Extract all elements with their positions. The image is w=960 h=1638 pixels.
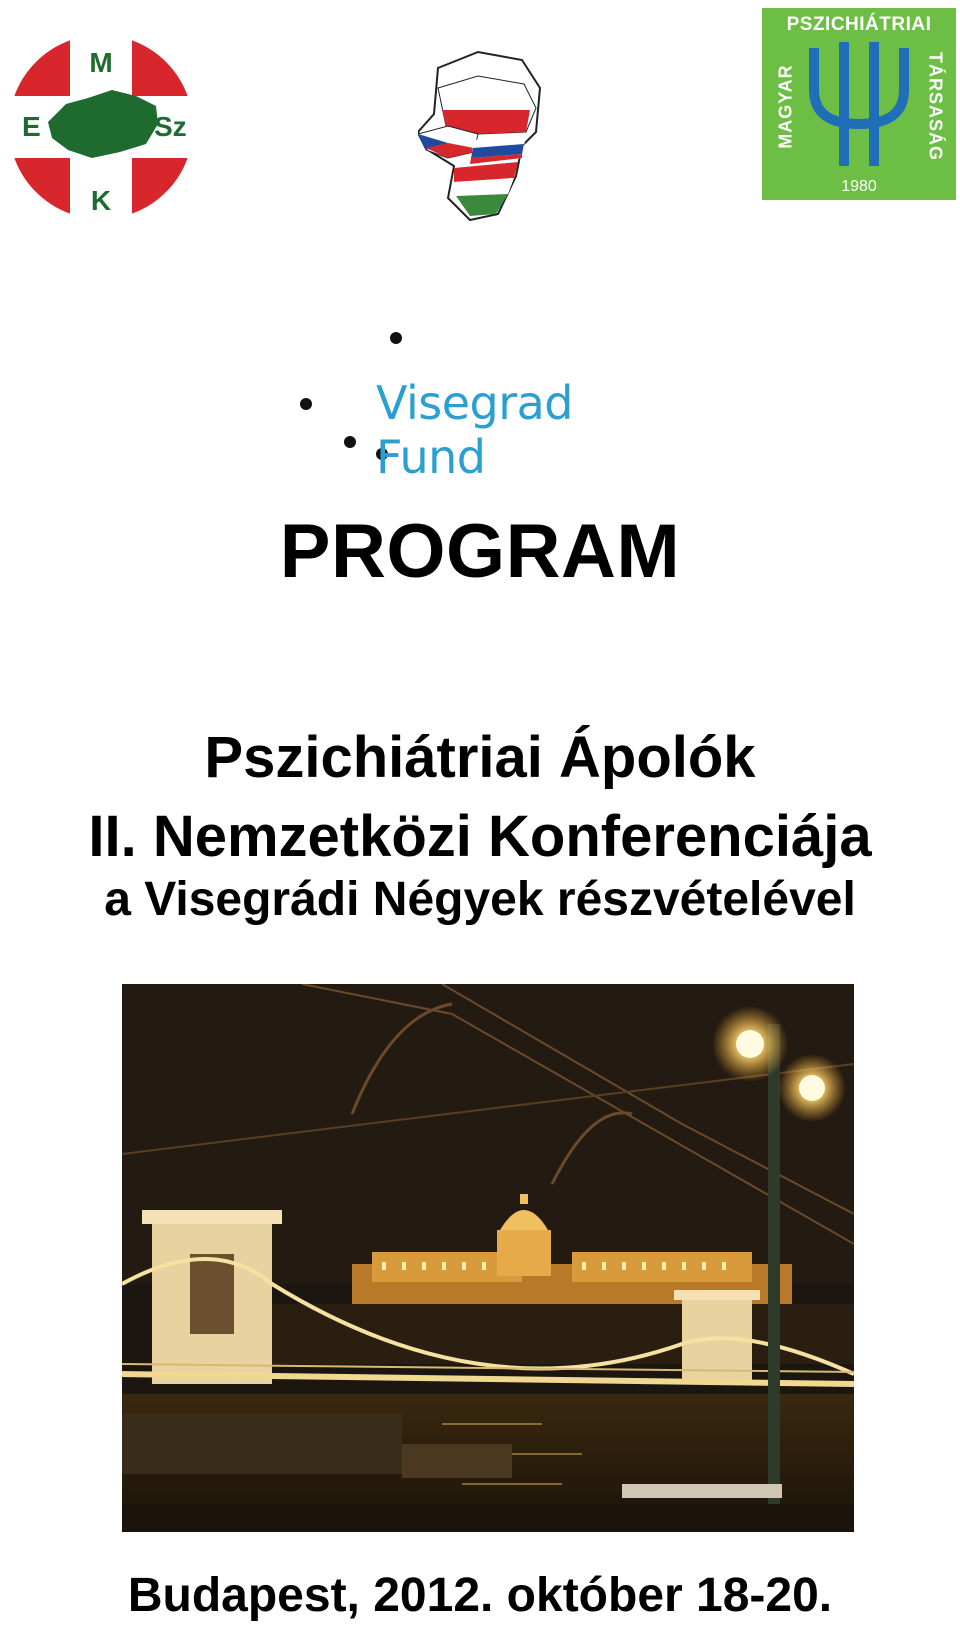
meszk-letter-sz: Sz	[154, 111, 187, 142]
meszk-letter-e: E	[22, 111, 41, 142]
mpt-logo-left-text: MAGYAR	[775, 64, 796, 149]
mpt-logo	[762, 8, 956, 200]
visegrad-fund-text: Visegrad Fund	[376, 376, 574, 484]
v4-map-logo	[418, 48, 548, 224]
event-location-date: Budapest, 2012. október 18-20.	[127, 1569, 833, 1622]
mpt-logo-top-text: PSZICHIÁTRIAI	[786, 14, 932, 35]
subtitle-line-3: a Visegrádi Négyek részvételével	[104, 873, 856, 926]
subtitle-line-1: Pszichiátriai Ápolók	[204, 725, 756, 790]
meszk-logo	[8, 34, 194, 220]
meszk-letter-k: K	[90, 185, 112, 216]
psi-symbol-icon	[806, 42, 912, 172]
subtitle-line-2: II. Nemzetközi Konferenciája	[88, 804, 872, 869]
page-title: PROGRAM	[279, 509, 681, 594]
visegrad-fund-logo	[296, 320, 696, 484]
mpt-logo-year: 1980	[841, 178, 877, 195]
meszk-letter-m: M	[89, 47, 113, 78]
budapest-night-photo	[122, 984, 854, 1532]
mpt-logo-right-text: TÁRSASÁG	[925, 51, 946, 161]
